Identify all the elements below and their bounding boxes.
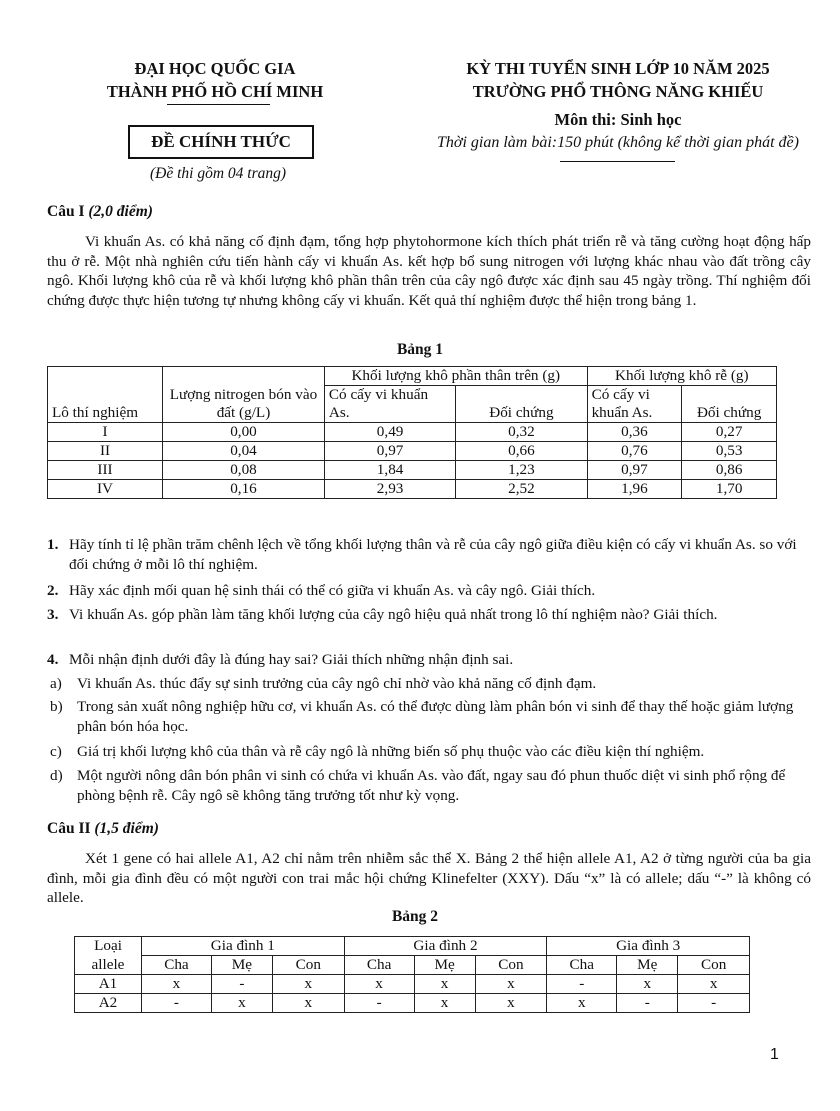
table-cell: 0,49 [324, 423, 455, 442]
exam-title [408, 57, 828, 103]
table-cell: Mẹ [211, 956, 272, 975]
table-cell: IV [48, 480, 163, 499]
statement-label: d) [50, 767, 63, 784]
statement-b [50, 697, 814, 736]
table-row [75, 975, 750, 994]
statement-c [50, 742, 814, 762]
table-cell: 0,53 [682, 442, 777, 461]
statement-label: a) [50, 675, 62, 692]
statement-text: Trong sản xuất nông nghiệp hữu cơ, vi khuẩn As. có thể được dùng làm phân bón vi sinh để thay thế hoặc giảm lượng phân bón hóa học. [77, 698, 794, 735]
table-cell: 1,70 [682, 480, 777, 499]
table-cell: II [48, 442, 163, 461]
section-1-heading [47, 203, 153, 221]
section-1-title: Câu I [47, 203, 85, 220]
table-row [48, 461, 777, 480]
table-cell: 0,04 [163, 442, 325, 461]
official-exam-box [128, 125, 314, 159]
table-2-family-3: Gia đình 3 [547, 937, 750, 956]
university-line-1: ĐẠI HỌC QUỐC GIA [134, 59, 296, 78]
table-cell: - [617, 994, 678, 1013]
table-cell: 0,32 [456, 423, 587, 442]
table-cell: x [475, 994, 547, 1013]
table-row [48, 423, 777, 442]
table-cell: 2,93 [324, 480, 455, 499]
section-2-title: Câu II [47, 820, 91, 837]
university-underline [167, 104, 270, 105]
table-cell: x [344, 975, 414, 994]
table-row [48, 480, 777, 499]
table-cell: 0,97 [587, 461, 682, 480]
statement-text: Một người nông dân bón phân vi sinh có chứa vi khuẩn As. vào đất, ngay sau đó phun thuốc diệt vi sinh phổ rộng để phòng bệnh rễ. Cây ngô sẽ không tăng trưởng tốt như kỳ vọng. [77, 767, 786, 804]
statement-d [50, 766, 814, 805]
question-text: Hãy tính tỉ lệ phần trăm chênh lệch về tổng khối lượng thân và rễ của cây ngô giữa điều kiện có cấy vi khuẩn As. so với đối chứng ở mỗi lô thí nghiệm. [69, 536, 797, 573]
table-cell: Cha [547, 956, 617, 975]
table-cell: x [414, 975, 475, 994]
table-2-header-allele: Loại [75, 937, 142, 956]
table-cell: 0,08 [163, 461, 325, 480]
table-1-sub-shoot-control: Đối chứng [456, 386, 587, 423]
table-cell: I [48, 423, 163, 442]
table-cell: Cha [344, 956, 414, 975]
table-cell: A2 [75, 994, 142, 1013]
table-1-header-row-1 [48, 367, 777, 386]
exam-subject: Môn thi: Sinh học [554, 110, 682, 129]
table-cell: III [48, 461, 163, 480]
table-1-header-plot: Lô thí nghiệm [48, 367, 163, 423]
table-cell: 1,84 [324, 461, 455, 480]
section-2-points: (1,5 điểm) [94, 820, 159, 837]
table-cell: 0,27 [682, 423, 777, 442]
table-cell: 0,16 [163, 480, 325, 499]
exam-title-line-1: KỲ THI TUYỂN SINH LỚP 10 NĂM 2025 [466, 59, 770, 78]
table-cell: A1 [75, 975, 142, 994]
table-cell: - [547, 975, 617, 994]
table-cell: x [547, 994, 617, 1013]
table-1-sub-root-control: Đối chứng [682, 386, 777, 423]
table-1-title: Bảng 1 [396, 341, 444, 358]
table-cell: 0,86 [682, 461, 777, 480]
table-cell: x [142, 975, 212, 994]
section-2-heading [47, 820, 159, 838]
question-text: Mỗi nhận định dưới đây là đúng hay sai? Giải thích những nhận định sai. [69, 651, 514, 668]
question-number: 1. [47, 536, 59, 553]
table-cell: 0,76 [587, 442, 682, 461]
table-cell: 0,66 [456, 442, 587, 461]
table-cell: x [414, 994, 475, 1013]
question-4 [47, 650, 811, 670]
table-cell: - [678, 994, 750, 1013]
table-1-sub-shoot-with: Có cấy vi khuẩn As. [324, 386, 455, 423]
question-text: Vi khuẩn As. góp phần làm tăng khối lượng của cây ngô hiệu quả nhất trong lô thí nghiệm nào? Giải thích. [69, 606, 718, 623]
table-2-family-2: Gia đình 2 [344, 937, 547, 956]
question-1 [47, 535, 811, 574]
table-1-header-nitrogen: Lượng nitrogen bón vào đất (g/L) [163, 367, 325, 423]
table-cell: 1,23 [456, 461, 587, 480]
question-3 [47, 605, 811, 625]
exam-time: Thời gian làm bài:150 phút (không kể thời gian phát đề) [437, 134, 799, 151]
statement-text: Giá trị khối lượng khô của thân và rễ cây ngô là những biến số phụ thuộc vào các điều kiện thí nghiệm. [77, 743, 705, 760]
statement-label: c) [50, 743, 62, 760]
question-text: Hãy xác định mối quan hệ sinh thái có thể có giữa vi khuẩn As. và cây ngô. Giải thích. [69, 582, 596, 599]
table-cell: x [272, 975, 344, 994]
table-cell: - [142, 994, 212, 1013]
table-cell: Con [678, 956, 750, 975]
table-cell: 0,97 [324, 442, 455, 461]
table-cell: x [617, 975, 678, 994]
page-number: 1 [770, 1046, 779, 1063]
table-row [75, 994, 750, 1013]
table-cell: Mẹ [414, 956, 475, 975]
table-cell: Con [272, 956, 344, 975]
question-number: 4. [47, 651, 59, 668]
table-cell: 1,96 [587, 480, 682, 499]
official-exam-label: ĐỀ CHÍNH THỨC [151, 132, 291, 151]
table-2-header-allele-2: allele [75, 956, 142, 975]
table-cell: Con [475, 956, 547, 975]
question-number: 2. [47, 582, 59, 599]
table-cell: x [272, 994, 344, 1013]
table-cell: 0,00 [163, 423, 325, 442]
table-row [48, 442, 777, 461]
table-cell: 0,36 [587, 423, 682, 442]
table-cell: x [678, 975, 750, 994]
question-2 [47, 581, 811, 601]
table-1-header-shoot: Khối lượng khô phần thân trên (g) [324, 367, 587, 386]
exam-title-line-2: TRƯỜNG PHỔ THÔNG NĂNG KHIẾU [472, 82, 764, 101]
table-cell: x [475, 975, 547, 994]
table-2-family-1: Gia đình 1 [142, 937, 345, 956]
section-1-intro: Vi khuẩn As. có khả năng cố định đạm, tổng hợp phytohormone kích thích phát triển rễ và tăng cường hoạt động hấp thu ở rễ. Một nhà nghiên cứu tiến hành cấy vi khuẩn As. kết hợp bổ sung nitrogen với lượng khác nhau vào đất trồng cây ngô. Khối lượng khô của rễ và khối lượng khô phần thân trên của cây ngô được xác định sau 45 ngày trồng. Thí nghiệm đối chứng được thực hiện tương tự nhưng không cấy vi khuẩn. Kết quả thí nghiệm được thể hiện trong bảng 1. [47, 233, 811, 309]
pages-note: (Đề thi gồm 04 trang) [149, 165, 287, 182]
table-2-title: Bảng 2 [391, 908, 439, 925]
statement-label: b) [50, 698, 63, 715]
university-name [50, 57, 380, 103]
table-2 [74, 936, 750, 1013]
table-2-header-row-2 [75, 956, 750, 975]
statement-text: Vi khuẩn As. thúc đẩy sự sinh trưởng của cây ngô chỉ nhờ vào khả năng cố định đạm. [77, 675, 597, 692]
table-2-header-row-1 [75, 937, 750, 956]
table-1 [47, 366, 777, 499]
section-2-intro: Xét 1 gene có hai allele A1, A2 chỉ nằm trên nhiễm sắc thể X. Bảng 2 thể hiện allele A1, A2 ở từng người của ba gia đình, mỗi gia đình đều có một người con trai mắc hội chứng Klinefelter (XXY). Dấu “x” là có allele; dấu “-” là không có allele. [47, 850, 811, 907]
section-1-points: (2,0 điểm) [88, 203, 153, 220]
table-1-header-root: Khối lượng khô rễ (g) [587, 367, 776, 386]
question-number: 3. [47, 606, 59, 623]
table-1-sub-root-with: Có cấy vi khuẩn As. [587, 386, 682, 423]
table-cell: - [344, 994, 414, 1013]
table-cell: - [211, 975, 272, 994]
table-cell: 2,52 [456, 480, 587, 499]
statement-a [50, 674, 814, 694]
table-cell: Cha [142, 956, 212, 975]
table-cell: Mẹ [617, 956, 678, 975]
exam-time-underline [560, 161, 675, 162]
table-cell: x [211, 994, 272, 1013]
university-line-2: THÀNH PHỐ HỒ CHÍ MINH [106, 82, 324, 101]
